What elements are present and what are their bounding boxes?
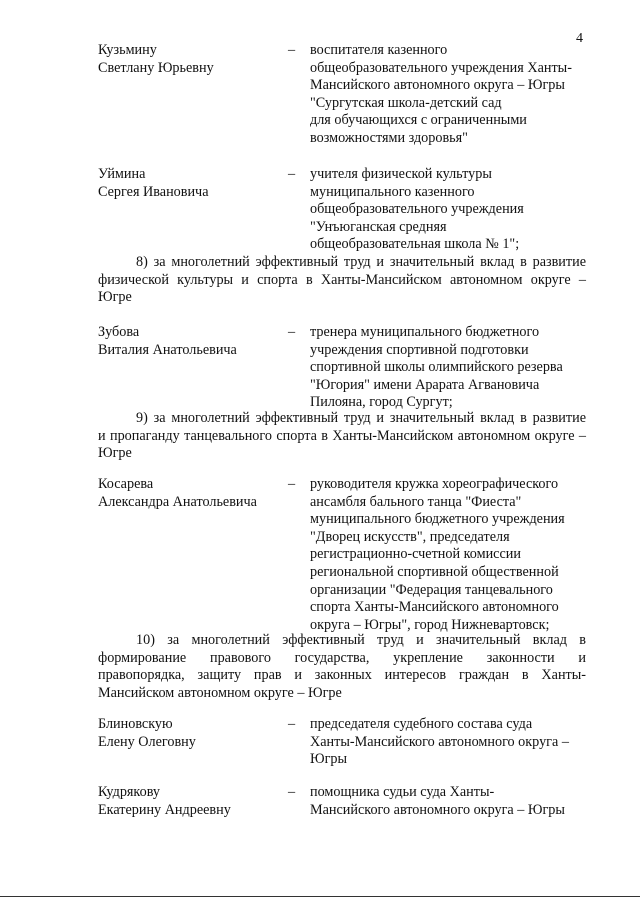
position-line: муниципального бюджетного учреждения bbox=[310, 511, 565, 528]
dash: – bbox=[288, 324, 296, 340]
position-line: региональной спортивной общественной bbox=[310, 563, 559, 580]
name-line: Виталия Анатольевича bbox=[98, 341, 237, 358]
position-line: Мансийского автономного округа – Югры bbox=[310, 77, 565, 94]
recipient-position bbox=[310, 784, 588, 819]
recipient-name bbox=[98, 476, 283, 511]
position-line: округа – Югры", город Нижневартовск; bbox=[310, 616, 550, 633]
name-line: Александра Анатольевича bbox=[98, 493, 257, 510]
position-line: помощника судьи суда Ханты- bbox=[310, 784, 495, 800]
name-line: Зубова bbox=[98, 324, 140, 340]
recipient-name bbox=[98, 166, 283, 201]
position-line: Пилояна, город Сургут; bbox=[310, 394, 453, 411]
position-line: "Унъюганская средняя bbox=[310, 218, 447, 235]
position-line: возможностями здоровья" bbox=[310, 129, 468, 146]
recipient-position bbox=[310, 166, 588, 254]
position-line: спорта Ханты-Мансийского автономного bbox=[310, 599, 559, 616]
section-line: Мансийском автономном округе – Югре bbox=[98, 684, 342, 701]
name-line: Екатерину Андреевну bbox=[98, 801, 231, 818]
name-line: Блиновскую bbox=[98, 716, 173, 732]
position-line: муниципального казенного bbox=[310, 183, 475, 200]
dash: – bbox=[288, 166, 296, 182]
position-line: Югры bbox=[310, 751, 348, 768]
recipient-position bbox=[310, 324, 588, 412]
position-line: для обучающихся с ограниченными bbox=[310, 112, 527, 129]
section-line: физической культуры и спорта в Ханты-Мансийском автономном округе – bbox=[98, 271, 586, 288]
position-line: тренера муниципального бюджетного bbox=[310, 324, 540, 340]
recipient-name bbox=[98, 716, 283, 751]
recipient-name bbox=[98, 324, 283, 359]
award-section-heading bbox=[98, 410, 586, 463]
position-line: руководителя кружка хореографического bbox=[310, 476, 559, 492]
position-line: воспитателя казенного bbox=[310, 42, 448, 58]
recipient-position bbox=[310, 476, 588, 634]
position-line: Ханты-Мансийского автономного округа – bbox=[310, 733, 569, 750]
section-line: формирование правового государства, укрепление законности и bbox=[98, 649, 586, 666]
award-section-heading bbox=[98, 254, 586, 307]
page-number: 4 bbox=[576, 31, 583, 46]
position-line: спортивной школы олимпийского резерва bbox=[310, 359, 563, 376]
position-line: ансамбля бального танца "Фиеста" bbox=[310, 493, 522, 510]
section-line: и пропаганду танцевального спорта в Ханты-Мансийском автономном округе – bbox=[98, 427, 586, 444]
dash: – bbox=[288, 716, 296, 732]
name-line: Кузьмину bbox=[98, 42, 157, 58]
name-line: Косарева bbox=[98, 476, 154, 492]
name-line: Светлану Юрьевну bbox=[98, 59, 214, 76]
section-line: правопорядка, защиту прав и законных интересов граждан в Ханты- bbox=[98, 667, 586, 684]
section-line: 8) за многолетний эффективный труд и значительный вклад в развитие bbox=[136, 254, 586, 270]
position-line: организации "Федерация танцевального bbox=[310, 581, 553, 598]
position-line: председателя судебного состава суда bbox=[310, 716, 533, 732]
recipient-position bbox=[310, 716, 588, 769]
recipient-position bbox=[310, 42, 588, 148]
dash: – bbox=[288, 784, 296, 800]
page-bottom-rule bbox=[0, 896, 640, 897]
position-line: Мансийского автономного округа – Югры bbox=[310, 801, 565, 818]
recipient-name bbox=[98, 42, 283, 77]
name-line: Уймина bbox=[98, 166, 146, 182]
position-line: учреждения спортивной подготовки bbox=[310, 341, 529, 358]
name-line: Елену Олеговну bbox=[98, 733, 196, 750]
section-line: Югре bbox=[98, 445, 132, 462]
position-line: "Югория" имени Арарата Агвановича bbox=[310, 376, 540, 393]
position-line: общеобразовательная школа № 1"; bbox=[310, 236, 520, 253]
position-line: общеобразовательного учреждения Ханты- bbox=[310, 59, 572, 76]
name-line: Сергея Ивановича bbox=[98, 183, 209, 200]
section-line: Югре bbox=[98, 289, 132, 306]
section-line: 10) за многолетний эффективный труд и значительный вклад в bbox=[136, 632, 586, 648]
position-line: "Сургутская школа-детский сад bbox=[310, 94, 502, 111]
dash: – bbox=[288, 476, 296, 492]
position-line: общеобразовательного учреждения bbox=[310, 201, 524, 218]
position-line: регистрационно-счетной комиссии bbox=[310, 546, 521, 563]
section-line: 9) за многолетний эффективный труд и значительный вклад в развитие bbox=[136, 410, 586, 426]
position-line: "Дворец искусств", председателя bbox=[310, 528, 510, 545]
dash: – bbox=[288, 42, 296, 58]
award-section-heading bbox=[98, 632, 586, 702]
recipient-name bbox=[98, 784, 283, 819]
position-line: учителя физической культуры bbox=[310, 166, 492, 182]
name-line: Кудрякову bbox=[98, 784, 161, 800]
